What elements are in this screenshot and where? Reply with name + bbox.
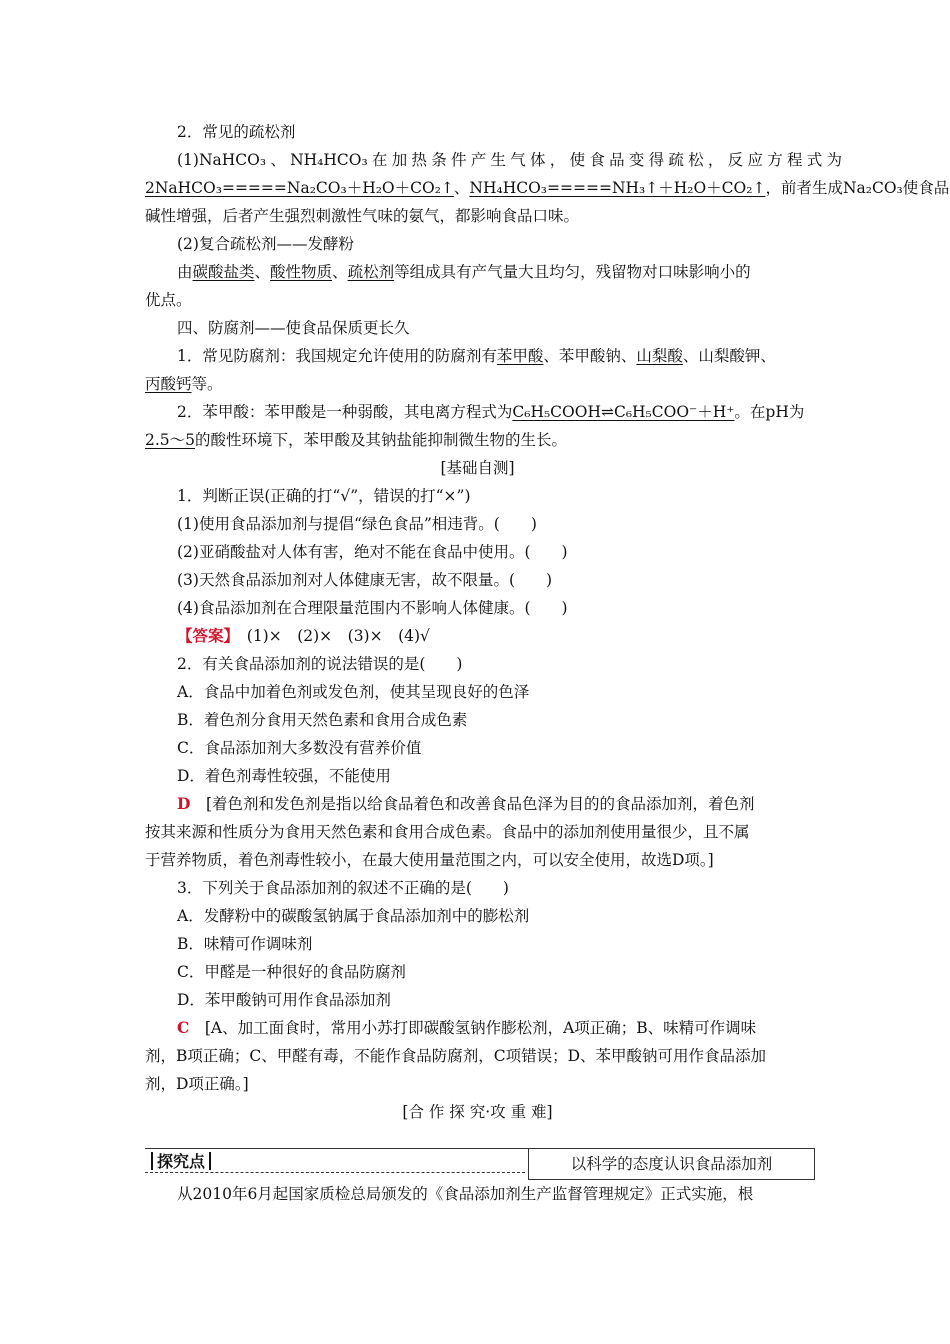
answer-text: (1)× (2)× (3)× (4)√ <box>231 627 430 645</box>
explanation-line: 于营养物质，着色剂毒性较小，在最大使用量范围之内，可以安全使用，故选D项。] <box>145 851 714 869</box>
paragraph-line <box>145 370 810 398</box>
equation-line <box>145 174 950 202</box>
paragraph-line: (1)NaHCO₃、NH₄HCO₃在加热条件产生气体，使食品变得疏松，反应方程式为 <box>177 151 842 169</box>
text: 2．苯甲酸：苯甲酸是一种弱酸，其电离方程式为 <box>177 403 513 421</box>
blank-answer: 酸性物质 <box>270 263 333 281</box>
explore-point-tag <box>147 1150 215 1174</box>
equation-benzoic: C₆H₅COOH⇌C₆H₅COO⁻＋H⁺ <box>512 403 735 421</box>
blank-answer: 丙酸钙 <box>145 375 192 393</box>
question-item: (1)使用食品添加剂与提倡“绿色食品”相违背。( ) <box>177 515 537 533</box>
text: 、 <box>332 263 348 281</box>
paragraph-line <box>177 258 842 286</box>
section-heading: 2．常见的疏松剂 <box>177 123 296 141</box>
section-heading: 四、防腐剂——使食品保质更长久 <box>177 319 410 337</box>
explanation-line <box>177 790 842 818</box>
explore-point-banner <box>145 1148 813 1184</box>
paragraph-line <box>177 342 842 370</box>
option-d: D．着色剂毒性较强，不能使用 <box>177 767 391 785</box>
blank-answer: 山梨酸 <box>636 347 683 365</box>
option-c: C．甲醛是一种很好的食品防腐剂 <box>177 963 406 981</box>
separator: 、 <box>453 179 470 197</box>
option-c: C．食品添加剂大多数没有营养价值 <box>177 739 422 757</box>
section-banner-cooperate: [合 作 探 究·攻 重 难] <box>402 1103 553 1121</box>
text: 等组成具有产气量大且均匀，残留物对口味影响小的 <box>394 263 751 281</box>
section-banner-basic: [基础自测] <box>440 459 515 477</box>
paragraph-line <box>177 398 842 426</box>
explanation-line: 剂，D项正确。] <box>145 1075 249 1093</box>
option-b: B．着色剂分食用天然色素和食用合成色素 <box>177 711 468 729</box>
explanation-line <box>177 1014 842 1042</box>
blank-answer: 碳酸盐类 <box>192 263 255 281</box>
text: 等。 <box>191 375 223 393</box>
blank-answer: 疏松剂 <box>347 263 395 281</box>
question-item: (3)天然食品添加剂对人体健康无害，故不限量。( ) <box>177 571 553 589</box>
option-a: A．食品中加着色剂或发色剂，使其呈现良好的色泽 <box>177 683 530 701</box>
answer-letter: D <box>177 794 191 813</box>
question-item: (4)食品添加剂在合理限量范围内不影响人体健康。( ) <box>177 599 568 617</box>
explanation-text: [A、加工面食时，常用小苏打即碳酸氢钠作膨松剂，A项正确；B、味精可作调味 <box>189 1019 757 1037</box>
text: 、 <box>254 263 271 281</box>
text: 。在pH为 <box>734 403 805 421</box>
option-a: A．发酵粉中的碳酸氢钠属于食品添加剂中的膨松剂 <box>177 907 530 925</box>
question-item: (2)亚硝酸盐对人体有害，绝对不能在食品中使用。( ) <box>177 543 568 561</box>
explore-topic-box: 以科学的态度认识食品添加剂 <box>528 1148 815 1180</box>
answer-letter: C <box>177 1018 190 1037</box>
question-title: 2．有关食品添加剂的说法错误的是( ) <box>177 655 463 673</box>
answer-line <box>177 622 842 650</box>
text: 由 <box>177 263 193 281</box>
explore-point-label: 探究点 <box>157 1152 206 1171</box>
paragraph-text: ，前者生成Na₂CO₃使食品 <box>765 179 950 197</box>
paragraph-line: 优点。 <box>145 291 192 309</box>
blank-answer: 苯甲酸 <box>496 347 544 365</box>
blank-answer: 2.5～5 <box>145 431 196 449</box>
question-title: 3．下列关于食品添加剂的叙述不正确的是( ) <box>177 879 509 897</box>
subheading: (2)复合疏松剂——发酵粉 <box>177 235 354 253</box>
banner-dashed-rule <box>145 1172 525 1173</box>
question-title: 1．判断正误(正确的打“√”，错误的打“×”) <box>177 487 471 505</box>
text: 、苯甲酸钠、 <box>543 347 637 365</box>
banner-top-rule <box>145 1148 528 1149</box>
explanation-line: 剂，B项正确；C、甲醛有毒，不能作食品防腐剂，C项错误；D、苯甲酸钠可用作食品添加 <box>145 1047 767 1065</box>
text: 1．常见防腐剂：我国规定允许使用的防腐剂有 <box>177 347 497 365</box>
tag-bar <box>151 1152 153 1170</box>
paragraph-line: 从2010年6月起国家质检总局颁发的《食品添加剂生产监督管理规定》正式实施，根 <box>177 1185 754 1203</box>
explanation-text: [着色剂和发色剂是指以给食品着色和改善食品色泽为目的的食品添加剂，着色剂 <box>190 795 755 813</box>
text: 的酸性环境下，苯甲酸及其钠盐能抑制微生物的生长。 <box>195 431 568 449</box>
explanation-line: 按其来源和性质分为食用天然色素和食用合成色素。食品中的添加剂使用量很少，且不属 <box>145 823 750 841</box>
text: 、山梨酸钾、 <box>682 347 776 365</box>
option-d: D．苯甲酸钠可用作食品添加剂 <box>177 991 391 1009</box>
equation-nahco3: 2NaHCO₃=====Na₂CO₃＋H₂O＋CO₂↑ <box>145 179 454 197</box>
tag-bar <box>209 1152 211 1170</box>
paragraph-line: 碱性增强，后者产生强烈刺激性气味的氨气，都影响食品口味。 <box>145 207 580 225</box>
answer-label: 【答案】 <box>177 626 232 645</box>
option-b: B．味精可作调味剂 <box>177 935 313 953</box>
equation-nh4hco3: NH₄HCO₃=====NH₃↑＋H₂O＋CO₂↑ <box>469 179 766 197</box>
paragraph-line <box>145 426 810 454</box>
